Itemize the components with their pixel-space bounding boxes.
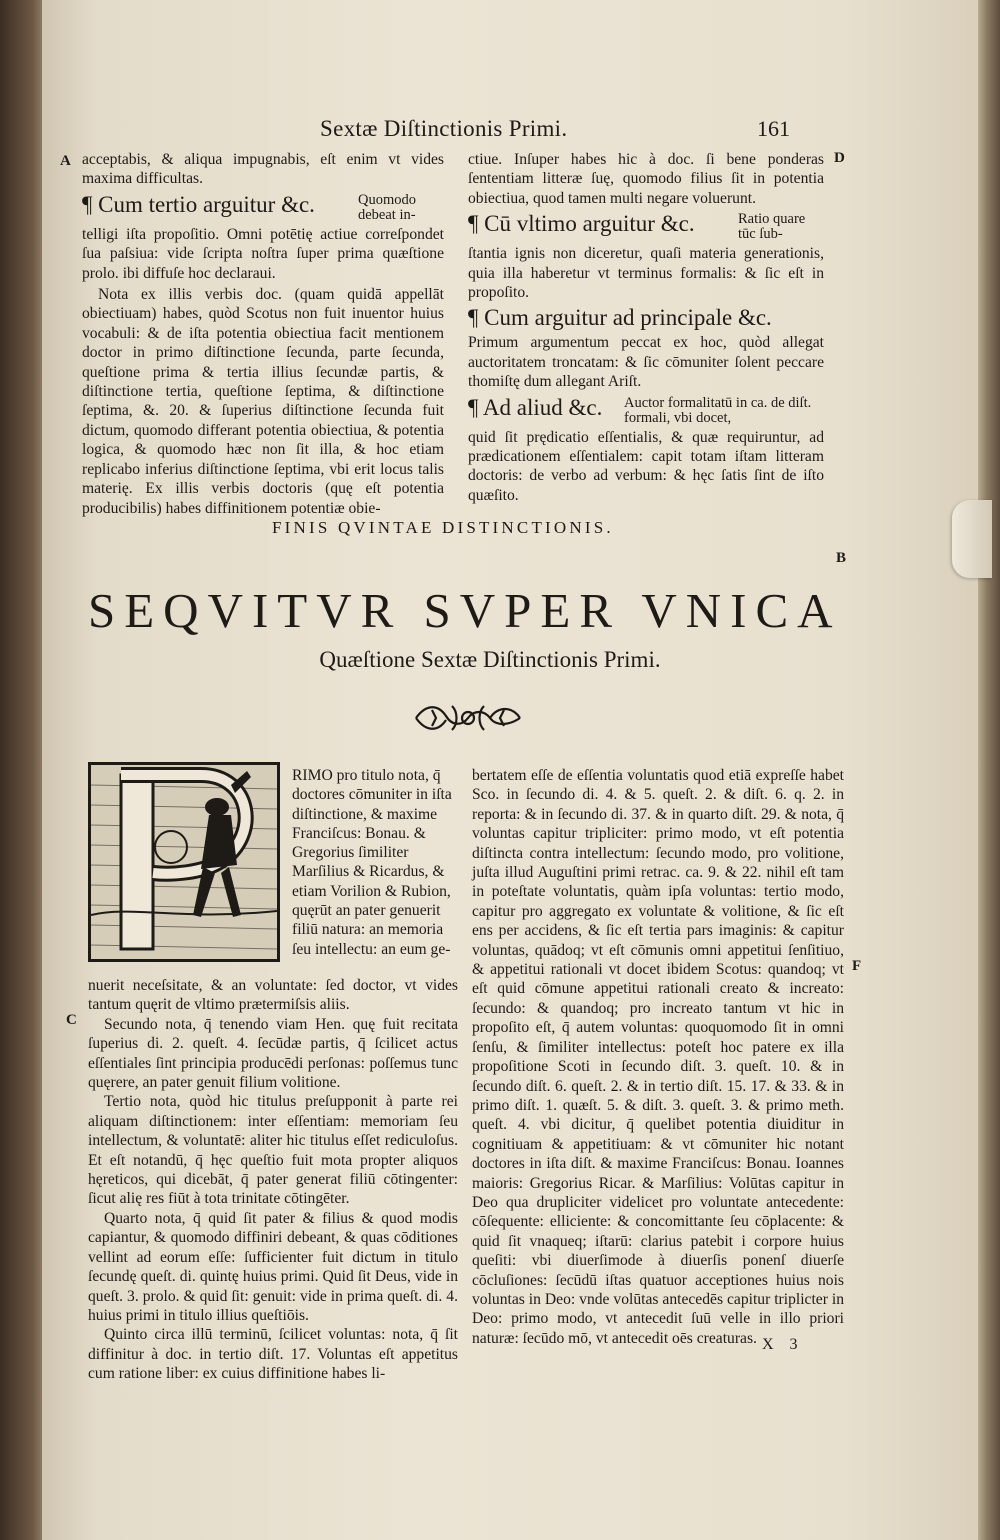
margin-letter-c: C <box>66 1012 77 1028</box>
paragraph: Nota ex illis verbis doc. (quam quidā appellāt obiectiuam) habes, quòd Scotus non fuit inuentor huius vocabuli: & de iſta potentia obiectiua facit mentionem doctor in primo diſtinctione ſecunda, parte ſecunda, queſtione prima & tertia illius ſecundæ partis, & diſtinctione tertia, queſtione ſeptima, & diſtinctione ſeptima, &. 20. & ſuperius diſtinctione ſecunda fuit dictum, quomodo differant potentia obiectiua, & potentia logica, & quomodo hæc non ſit illa, & hoc etiam replicabo inferius diſtinctione ſeptima, vbi erit locus talis materię. Ex illis verbis doctoris (quę eſt potentia producibilis) habes diffinitionem potentiæ obie- <box>82 286 444 517</box>
folio-number: 161 <box>757 116 790 141</box>
margin-letter-f: F <box>852 958 862 974</box>
caption-sidenote: Quomodo debeat in- <box>358 191 416 223</box>
paragraph: quid ſit prędicatio eſſentialis, & quæ requiruntur, ad prædicationem eſſentialem: capit totam iſtam litteram doctoris: de verbo ad verbum: & hęc ſatis ſint de iſto quæſito. <box>468 428 824 504</box>
paragraph: telligi iſta propoſitio. Omni potētię actiue correſpondet ſua paſsiua: vide ſcripta noſtra ſuper prima quæſtione prolo. ibi diffuſe hoc declaraui. <box>82 225 444 282</box>
running-head: Sextæ Diſtinctionis Primi. <box>320 116 568 141</box>
caption-sidenote: Auctor formalitatū in ca. de diſt. formali, vbi docet, <box>624 394 812 426</box>
paragraph: RIMO pro titulo nota, q̄ doctores cōmuniter in iſta diſtinctione, & maxime Franciſcus: Bonau. & Gregorius ſimiliter Marſilius & Ricardus, & etiam Vorilion & Rubion, quęrūt an pater genuerit filiū natura: an memoria ſeu intellectu: an eum ge- <box>292 767 452 958</box>
section-caption <box>82 192 444 223</box>
margin-letter-d: D <box>834 150 845 166</box>
text-beside-initial <box>292 766 462 959</box>
top-left-column <box>82 150 444 518</box>
lower-left-column <box>88 976 458 1384</box>
margin-letter-a: A <box>60 153 71 169</box>
paragraph: bertatem eſſe de eſſentia voluntatis quod etiā expreſſe habet Sco. in ſecundo di. 4. & 5. queſt. 2. & diſt. 6. q. 2. in reporta: & in ſecundo di. 37. & in quarto diſt. 29. & nota, q̄ voluntas capitur tripliciter: primo modo, vt eſt potentia diſtincta contra intellectum: ſecundo modo, pro volitione, juſta illud Auguſtini primi retrac. ca. 9. & 22. nihil eſt tam in poteſtate voluntatis, quàm ipſa voluntas: tertio modo, capitur pro aggregato ex voluntate & volitione, & ſic eſt ens per accidens, & ſic eſt tertia pars imaginis: & capitur voluntas, quādoq; vt eſt cōmunis omni appetitui ſenſitiuo, & appetitui rationali vt docet ibidem Scotus: quandoq; vt eſt quid cōmune appetitui rationali creato & increato: ſecundo: & quandoq; pro increato tantum vt hic in propoſito eſt, q̄ autem voluntas: quoquomodo ſit in omni ſenſu, & ſimiliter intellectus: poteſt hoc patere ex illa propoſitione Scoti in ſecundo diſt. 3. queſt. 10. & in ſecundo diſt. 6. queſt. 2. & in tertio diſt. 15. 17. & 33. & in primo diſt. 1. quæſt. 5. & diſt. 3. queſt. 3. & primo meth. queſt. 4. vbi dicitur, q̄ quelibet potentia diuiditur in cognitiuam & appetitiuam: & vt cōmuniter hic notant doctores in iſta diſt. & maxime Franciſcus: Bonau. Ioannes maioris: Gregorius Ricar. & Marſilius: Volūtas capitur in Deo qua drupliciter videlicet pro voluntate antecedente: cōſequente: elliciente: & concomittante ſeu cōplacente: & quid ſit vnaqueq; iſtarū: clarius patebit i corpore huius queſiti: vbi diuerſimode à diuerſis ponenſ diuerſe cōcluſiones: ſecūdū iſtas quatuor acceptiones huius nois voluntas in Deo: vnde volūtas antecedēs capitur triplicter in Deo: primo modo, vt antecedit ſuū velle in illo priori naturæ: ſecūdo mō, vt antecedit oēs creaturas. <box>472 767 844 1347</box>
page-tab <box>952 500 992 578</box>
finis-line: FINIS QVINTAE DISTINCTIONIS. <box>272 518 614 537</box>
page-edges <box>978 0 1000 1540</box>
caption-text: Ad aliud &c. <box>482 394 603 420</box>
paragraph: Quarto nota, q̄ quid ſit pater & filius & quod modis capiantur, & quomodo diffiniri debeant, & quas cōditiones vellint ad eorum eſſe: ſufficienter fuit dictum in titulo ſecundę queſt. di. quintę huius primi. Quid ſit Deus, vide in queſt. 3. prolo. & quid ſit: genuit: vide in prima queſt. di. 4. huius primi in titulo illius queſtiōis. <box>88 1209 458 1324</box>
woodcut-initial-p <box>88 762 280 962</box>
caption-text: Cū vltimo arguitur &c. <box>484 211 695 237</box>
section-subheading: Quæſtione Sextæ Diſtinctionis Primi. <box>319 647 661 672</box>
margin-letter-b: B <box>836 550 847 566</box>
caption-text: Cum tertio arguitur &c. <box>98 191 315 217</box>
section-heading: SEQVITVR SVPER VNICA <box>88 583 842 638</box>
caption-sidenote: Ratio quare tūc ſub- <box>738 211 806 243</box>
section-caption <box>468 305 824 331</box>
paragraph: nuerit neceſsitate, & an voluntate: ſed doctor, vt vides tantum quęrit de vltimo prætermiſsis aliis. <box>88 977 458 1014</box>
paragraph: ctiue. Inſuper habes hic à doc. ſi bene ponderas ſententiam litteræ ſuę, quomodo filius ſit in potentia obiectiua, quod tamen multi negare voluerunt. <box>468 151 824 207</box>
signature-mark: X 3 <box>762 1336 804 1353</box>
pilcrow-icon: ¶ <box>468 305 479 331</box>
paragraph: Secundo nota, q̄ tenendo viam Hen. quę fuit recitata ſuperius di. 2. queſt. 4. ſecūdæ partis, q̄ ſcilicet actus eſſentiales ſint principia producēdi perſonas: poſſemus tunc quęrere, an pater genuit filium volitione. <box>88 1015 458 1092</box>
paragraph: ſtantia ignis non diceretur, quaſi materia generationis, quia illa haberetur vt terminus formalis: & ſic eſt in propoſito. <box>468 245 824 302</box>
fleuron-ornament-icon <box>412 698 524 738</box>
section-caption <box>468 211 824 242</box>
paragraph: Quinto circa illū terminū, ſcilicet voluntas: nota, q̄ ſit diffinitur à doc. in tertio diſt. 17. Voluntas eſt appetitus cum ratione liber: ex cuius diffinitione habes li- <box>88 1326 458 1383</box>
top-right-column <box>468 150 824 505</box>
lower-right-column <box>472 766 844 1348</box>
paragraph: Tertio nota, quòd hic titulus preſupponit à parte rei aliquam diſtinctionem: inter eſſentiam: memoriam ſeu intellectum, & voluntatē: aliter hic titulus eſſet rediculoſus. Et eſt notandū, q̄ hęc queſtio fuit mota propter aliquos hęreticos, qui dicebāt, q̄ pater generat filiū cōtingenter: ſicut alię res fiūt à tota trinitate cōtingēter. <box>88 1093 458 1208</box>
pilcrow-icon: ¶ <box>468 394 479 420</box>
pilcrow-icon: ¶ <box>82 191 93 217</box>
section-caption <box>468 395 824 426</box>
caption-text: Cum arguitur ad principale &c. <box>484 305 772 331</box>
pilcrow-icon: ¶ <box>468 211 479 237</box>
paragraph: acceptabis, & aliqua impugnabis, eſt enim vt vides maxima difficultas. <box>82 151 444 188</box>
paragraph: Primum argumentum peccat ex hoc, quòd allegat auctoritatem troncatam: & ſic cōmuniter ſolent peccare thomiſtę dum allegant Ariſt. <box>468 334 824 391</box>
